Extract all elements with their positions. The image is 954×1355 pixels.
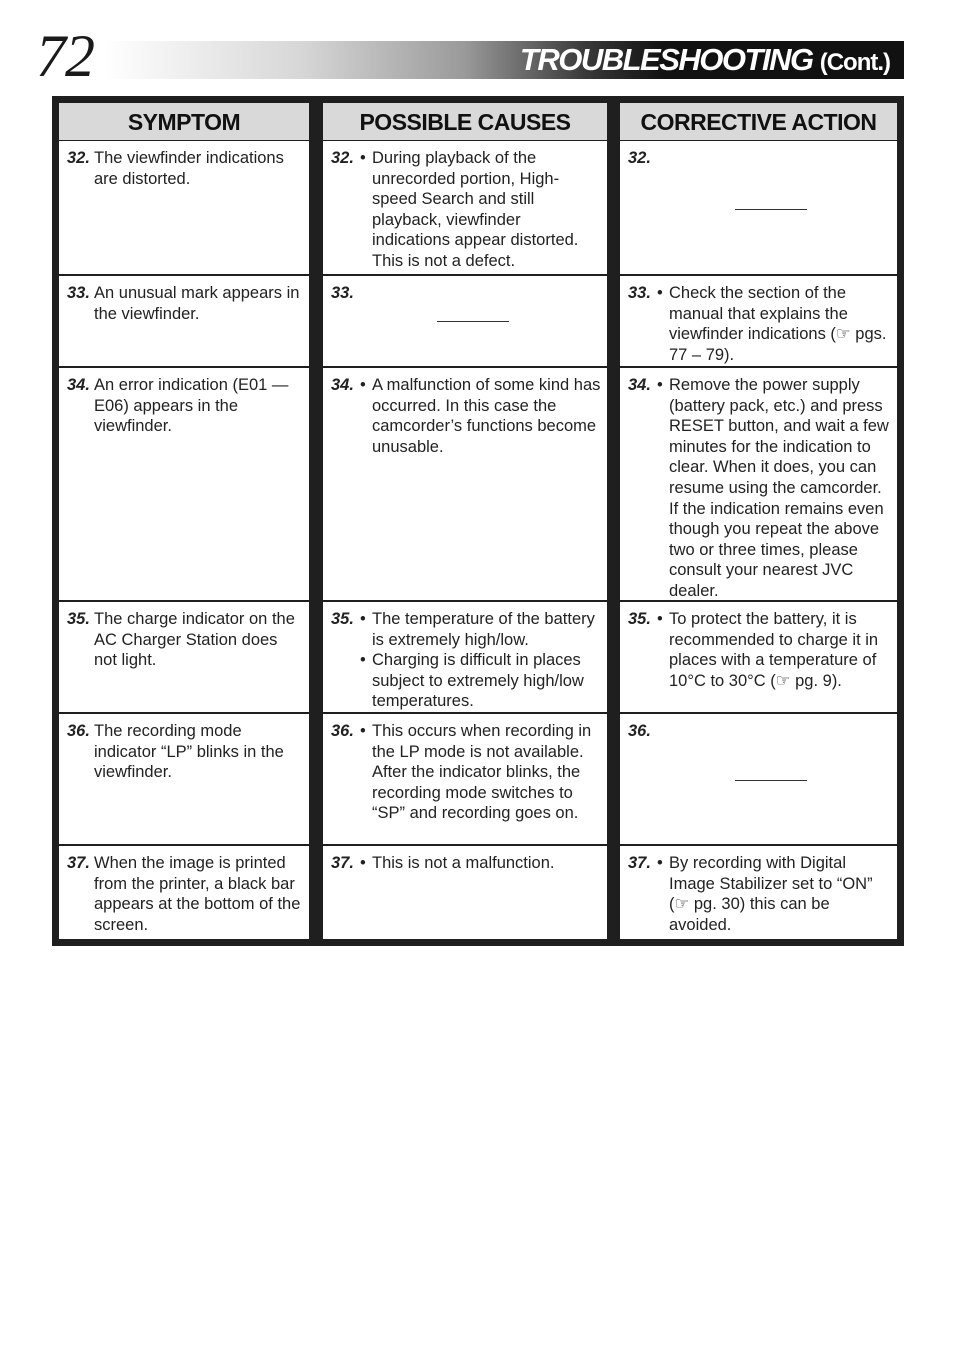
row-number: 33. [67,284,90,302]
action-cell-33 [620,276,897,366]
action-cell-37 [620,846,897,939]
symptom-text: An unusual mark appears in the viewfinder. [94,284,300,323]
causes-cell-32 [323,141,607,274]
header-symptom: SYMPTOM [59,103,309,140]
symptom-text: The recording mode indicator “LP” blinks in the viewfinder. [94,722,284,782]
row-number: 34. [331,376,354,394]
symptom-text: The charge indicator on the AC Charger Station does not light. [94,610,295,670]
action-cell-36 [620,714,897,844]
row-number: 36. [331,722,354,740]
symptom-text: The viewfinder indications are distorted. [94,149,284,188]
causes-cell-37 [323,846,607,939]
action-item: • Remove the power supply (battery pack, etc.) and press RESET button, and wait a few minutes for the indication to clear. When it does, you can resume using the camcorder. If the indication remains even though you repeat the above two or three times, please consult your nearest JVC dealer. [657,375,891,602]
symptom-text: When the image is printed from the printer, a black bar appears at the bottom of the screen. [94,854,301,934]
row-number: 34. [628,376,651,394]
action-item: • By recording with Digital Image Stabilizer set to “ON” (☞ pg. 30) this can be avoided. [657,853,891,935]
row-number: 35. [67,610,90,628]
causes-cell-33 [323,276,607,366]
causes-cell-35 [323,602,607,712]
troubleshooting-table [52,96,904,946]
header-possible-causes: POSSIBLE CAUSES [323,103,607,140]
action-item: • To protect the battery, it is recommended to charge it in places with a temperature of 10°C to 30°C (☞ pg. 9). [657,609,891,691]
cause-item: • This occurs when recording in the LP mode is not available. After the indicator blinks, the recording mode switches to “SP” and recording goes on. [360,721,601,824]
causes-cell-34 [323,368,607,600]
causes-cell-36 [323,714,607,844]
symptom-cell-37 [59,846,309,939]
row-number: 36. [628,722,651,740]
row-number: 33. [628,284,651,302]
row-number: 32. [628,149,651,167]
action-cell-32 [620,141,897,274]
row-number: 32. [67,149,90,167]
action-cell-35 [620,602,897,712]
symptom-cell-36 [59,714,309,844]
symptom-cell-32 [59,141,309,274]
row-number: 33. [331,284,354,302]
title-bar [104,41,904,79]
row-number: 37. [67,854,90,872]
no-cause-line [437,321,509,322]
symptom-cell-35 [59,602,309,712]
action-item: • Check the section of the manual that explains the viewfinder indications (☞ pgs. 77 – 79). [657,283,891,365]
row-number: 36. [67,722,90,740]
row-number: 34. [67,376,90,394]
page-number: 72 [36,23,94,89]
symptom-cell-33 [59,276,309,366]
no-action-line [735,780,807,781]
cause-item: • A malfunction of some kind has occurred. In this case the camcorder’s functions become unusable. [360,375,601,457]
row-number: 35. [331,610,354,628]
page-title-suffix: (Cont.) [819,49,890,76]
cause-item: • This is not a malfunction. [360,853,601,874]
cause-item: • During playback of the unrecorded portion, High-speed Search and still playback, viewfinder indications appear distorted. This is not a defect. [360,148,601,272]
header-corrective-action: CORRECTIVE ACTION [620,103,897,140]
row-number: 37. [331,854,354,872]
action-cell-34 [620,368,897,600]
page-title [520,42,890,81]
cause-item: • The temperature of the battery is extremely high/low. [360,609,601,650]
row-number: 32. [331,149,354,167]
row-number: 35. [628,610,651,628]
symptom-text: An error indication (E01 — E06) appears in the viewfinder. [94,376,289,436]
cause-item: • Charging is difficult in places subject to extremely high/low temperatures. [360,650,601,712]
row-number: 37. [628,854,651,872]
no-action-line [735,209,807,210]
page-title-main: TROUBLESHOOTING [519,42,813,77]
symptom-cell-34 [59,368,309,600]
